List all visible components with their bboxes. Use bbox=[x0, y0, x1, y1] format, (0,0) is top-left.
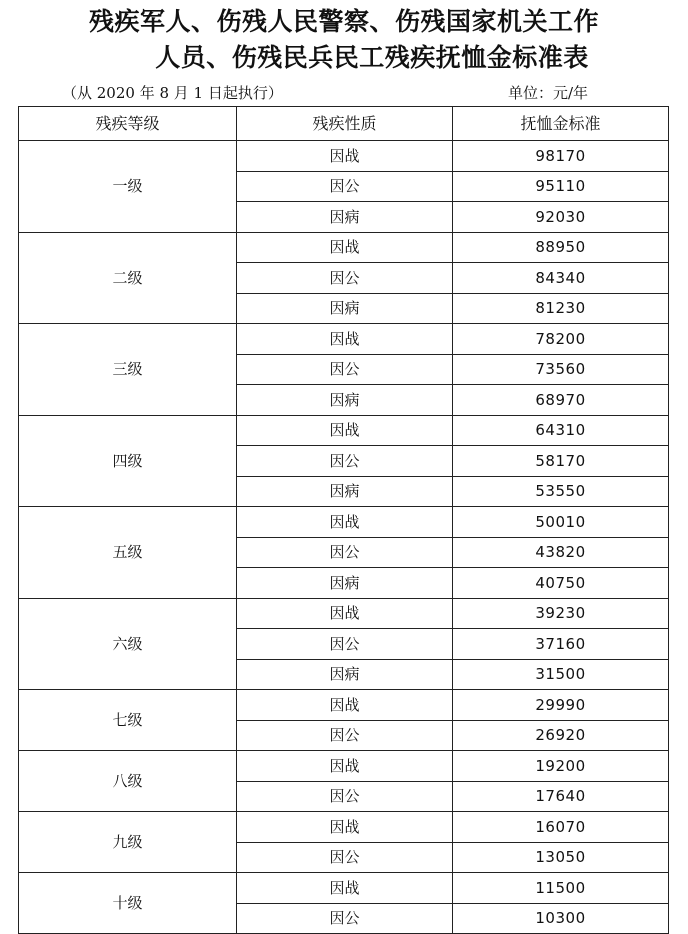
nature-cell: 因病 bbox=[237, 293, 453, 324]
amount-cell: 84340 bbox=[453, 263, 669, 294]
effective-date: （从 2020 年 8 月 1 日起执行） bbox=[62, 84, 283, 102]
amount-cell: 92030 bbox=[453, 202, 669, 233]
nature-cell: 因战 bbox=[237, 232, 453, 263]
amount-cell: 88950 bbox=[453, 232, 669, 263]
nature-cell: 因公 bbox=[237, 720, 453, 751]
table-row bbox=[19, 324, 669, 355]
nature-cell: 因病 bbox=[237, 476, 453, 507]
nature-cell: 因公 bbox=[237, 537, 453, 568]
amount-cell: 58170 bbox=[453, 446, 669, 477]
grade-cell: 二级 bbox=[19, 232, 237, 324]
amount-cell: 10300 bbox=[453, 903, 669, 934]
nature-cell: 因公 bbox=[237, 354, 453, 385]
grade-cell: 三级 bbox=[19, 324, 237, 416]
grade-cell: 六级 bbox=[19, 598, 237, 690]
nature-cell: 因战 bbox=[237, 141, 453, 172]
header-grade: 残疾等级 bbox=[19, 107, 237, 141]
table-row bbox=[19, 232, 669, 263]
amount-cell: 64310 bbox=[453, 415, 669, 446]
nature-cell: 因战 bbox=[237, 507, 453, 538]
amount-cell: 37160 bbox=[453, 629, 669, 660]
amount-cell: 31500 bbox=[453, 659, 669, 690]
table-row bbox=[19, 751, 669, 782]
amount-cell: 50010 bbox=[453, 507, 669, 538]
grade-cell: 八级 bbox=[19, 751, 237, 812]
amount-cell: 29990 bbox=[453, 690, 669, 721]
nature-cell: 因战 bbox=[237, 690, 453, 721]
amount-cell: 98170 bbox=[453, 141, 669, 172]
grade-cell: 九级 bbox=[19, 812, 237, 873]
amount-cell: 43820 bbox=[453, 537, 669, 568]
nature-cell: 因病 bbox=[237, 568, 453, 599]
table-row bbox=[19, 507, 669, 538]
nature-cell: 因战 bbox=[237, 598, 453, 629]
table-row bbox=[19, 812, 669, 843]
grade-cell: 五级 bbox=[19, 507, 237, 599]
pension-standard-table bbox=[18, 106, 669, 934]
grade-cell: 一级 bbox=[19, 141, 237, 233]
table-row bbox=[19, 415, 669, 446]
nature-cell: 因战 bbox=[237, 415, 453, 446]
amount-cell: 16070 bbox=[453, 812, 669, 843]
page-title-line-1: 残疾军人、伤残人民警察、伤残国家机关工作 bbox=[88, 7, 599, 36]
nature-cell: 因病 bbox=[237, 202, 453, 233]
nature-cell: 因公 bbox=[237, 903, 453, 934]
grade-cell: 七级 bbox=[19, 690, 237, 751]
table-row bbox=[19, 598, 669, 629]
nature-cell: 因公 bbox=[237, 629, 453, 660]
amount-cell: 73560 bbox=[453, 354, 669, 385]
amount-cell: 19200 bbox=[453, 751, 669, 782]
grade-cell: 四级 bbox=[19, 415, 237, 507]
nature-cell: 因病 bbox=[237, 659, 453, 690]
nature-cell: 因公 bbox=[237, 446, 453, 477]
table-row bbox=[19, 873, 669, 904]
nature-cell: 因战 bbox=[237, 812, 453, 843]
amount-cell: 17640 bbox=[453, 781, 669, 812]
amount-cell: 26920 bbox=[453, 720, 669, 751]
header-amount: 抚恤金标准 bbox=[453, 107, 669, 141]
nature-cell: 因战 bbox=[237, 751, 453, 782]
table-body bbox=[19, 141, 669, 934]
amount-cell: 78200 bbox=[453, 324, 669, 355]
amount-cell: 39230 bbox=[453, 598, 669, 629]
header-nature: 残疾性质 bbox=[237, 107, 453, 141]
nature-cell: 因公 bbox=[237, 842, 453, 873]
nature-cell: 因战 bbox=[237, 324, 453, 355]
unit-label: 单位：元/年 bbox=[508, 84, 589, 102]
page-title-line-2: 人员、伤残民兵民工残疾抚恤金标准表 bbox=[155, 43, 589, 72]
amount-cell: 53550 bbox=[453, 476, 669, 507]
nature-cell: 因病 bbox=[237, 385, 453, 416]
amount-cell: 68970 bbox=[453, 385, 669, 416]
amount-cell: 13050 bbox=[453, 842, 669, 873]
amount-cell: 95110 bbox=[453, 171, 669, 202]
grade-cell: 十级 bbox=[19, 873, 237, 934]
table-row bbox=[19, 690, 669, 721]
table-row bbox=[19, 141, 669, 172]
amount-cell: 11500 bbox=[453, 873, 669, 904]
nature-cell: 因公 bbox=[237, 171, 453, 202]
amount-cell: 40750 bbox=[453, 568, 669, 599]
table-header-row bbox=[19, 107, 669, 141]
nature-cell: 因公 bbox=[237, 263, 453, 294]
nature-cell: 因战 bbox=[237, 873, 453, 904]
nature-cell: 因公 bbox=[237, 781, 453, 812]
amount-cell: 81230 bbox=[453, 293, 669, 324]
